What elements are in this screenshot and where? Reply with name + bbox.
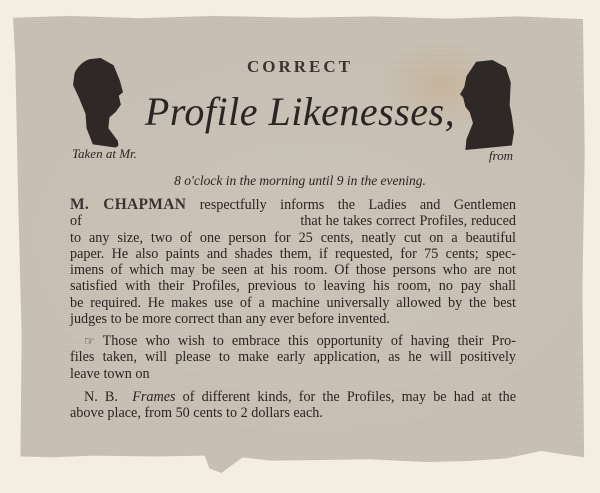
paragraph-line: be required. He makes use of a machine universally allowed by the best: [70, 294, 516, 311]
paragraph-line: of that he takes correct Profiles, reduced: [70, 213, 516, 230]
paragraph-line: N. B. Frames of different kinds, for the Profiles, may be had at the: [84, 389, 517, 405]
paragraph-line: files taken, will please to make early application, as he will positively: [70, 349, 516, 366]
artist-name: M. CHAPMAN: [70, 196, 187, 213]
paragraph-line: ☞ Those who wish to embrace this opportunity of having their Pro-: [84, 333, 516, 349]
paragraph-announcement: [70, 197, 516, 327]
paragraph-line: judges to be more correct than any ever before invented.: [70, 311, 390, 328]
paragraph-line: satisfied with their Profiles, previous to leaving his room, no pay shall: [70, 278, 516, 295]
paragraph-frames-note: [70, 389, 516, 422]
taken-at-label: Taken at Mr.: [72, 146, 137, 161]
hours-line: 8 o'clock in the morning until 9 in the evening.: [174, 173, 426, 188]
paragraph-line: leave town on: [70, 365, 150, 382]
pointing-hand-icon: ☞: [84, 334, 95, 348]
heading-correct: CORRECT: [246, 57, 353, 76]
paragraph-line: M. CHAPMAN respectfully informs the Ladies and Gentlemen: [70, 196, 517, 213]
paragraph-line: to any size, two of one person for 25 cents, neatly cut on a beautiful: [70, 229, 516, 246]
paragraph-line: paper. He also paints and shades them, if requested, for 75 cents; spec-: [70, 245, 516, 262]
heading-profile-likenesses: Profile Likenesses,: [144, 89, 456, 134]
paragraph-line: imens of which may be seen at his room. Of those persons who are not: [70, 262, 516, 279]
paragraph-early-application: [70, 333, 516, 382]
from-label: from: [488, 148, 513, 163]
paragraph-line: above place, from 50 cents to 2 dollars each.: [70, 405, 323, 422]
